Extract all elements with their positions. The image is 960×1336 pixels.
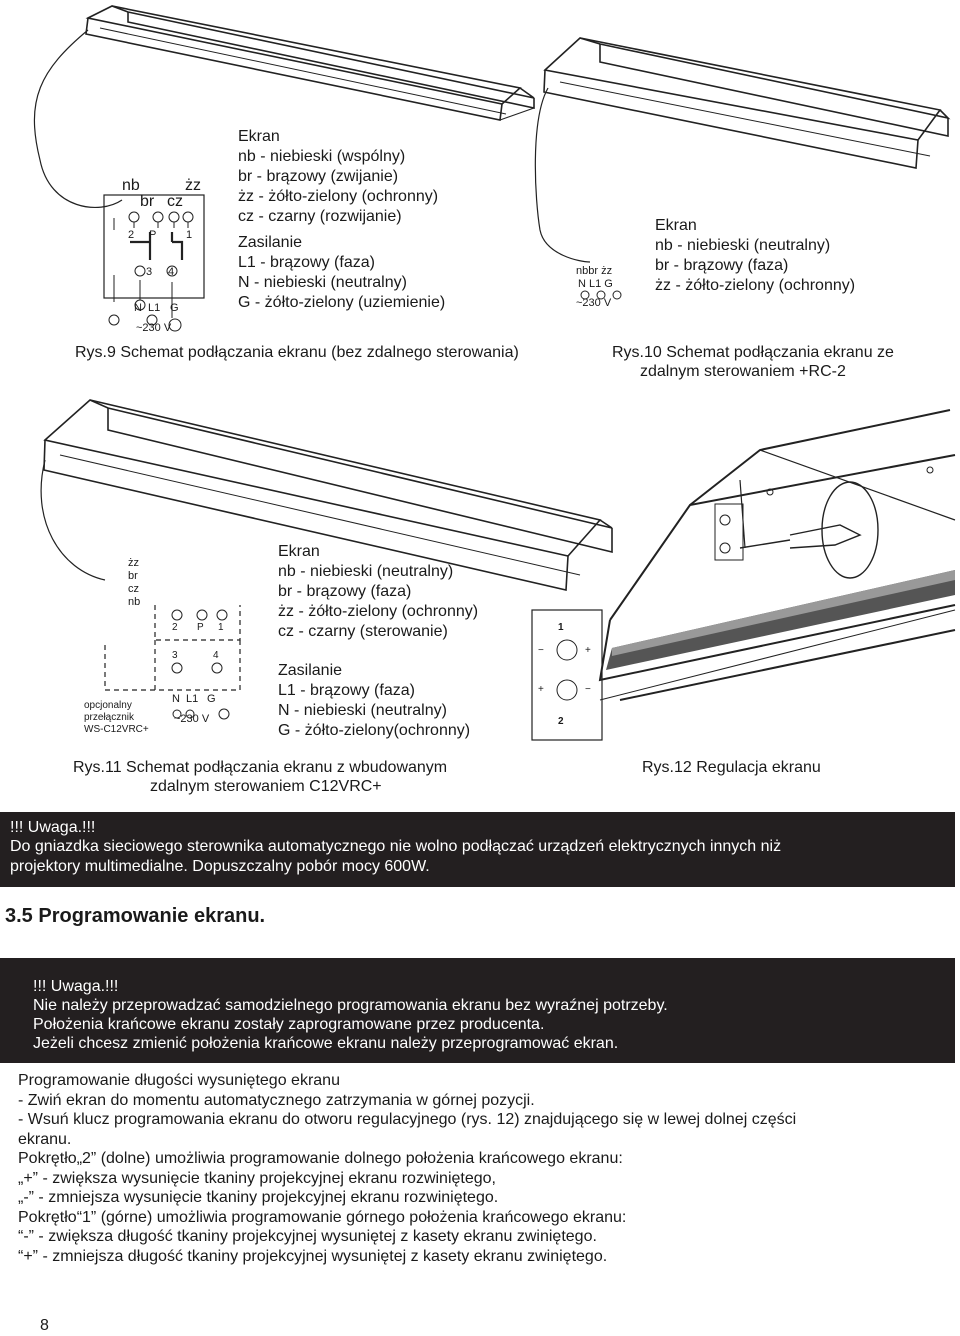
legend-line: N - niebieski (neutralny) xyxy=(278,702,447,719)
fig11-terminal-3: 3 xyxy=(172,650,178,661)
fig9-terminal-4: 4 xyxy=(168,266,175,278)
warning-title: !!! Uwaga.!!! xyxy=(33,978,119,995)
knob-2-minus: − xyxy=(585,684,591,695)
fig9-legend xyxy=(238,127,445,313)
fig11-voltage: ~230 V xyxy=(174,713,210,725)
fig11-caption-line2: zdalnym sterowaniem C12VRC+ xyxy=(150,778,382,795)
warning-line: Położenia krańcowe ekranu zostały zaprogramowane przez producenta. xyxy=(33,1016,545,1033)
wire-label: nb xyxy=(128,596,141,608)
fig10-voltage: ~230 V xyxy=(576,297,612,309)
warning-box-power xyxy=(0,812,955,887)
section-title: 3.5 Programowanie ekranu. xyxy=(5,905,266,927)
fig9-terminal-g: G xyxy=(170,302,179,314)
legend-line: G - żółto-zielony(ochronny) xyxy=(278,722,471,739)
knob-1-label: 1 xyxy=(558,622,564,633)
wire-label: br xyxy=(128,570,138,582)
fig9-terminal-2: 2 xyxy=(128,229,135,241)
fig11-terminal-1: 1 xyxy=(218,622,224,633)
fig12-caption: Rys.12 Regulacja ekranu xyxy=(642,759,821,776)
fig9-screen-housing xyxy=(86,6,534,120)
knob-2-label: 2 xyxy=(558,716,564,727)
body-line: Programowanie długości wysuniętego ekranu xyxy=(18,1072,340,1089)
legend-line: Ekran xyxy=(278,543,320,560)
legend-line: Zasilanie xyxy=(278,662,343,679)
wire-label: cz xyxy=(128,583,139,595)
body-line: - Wsuń klucz programowania ekranu do otworu regulacyjnego (rys. 12) znajdującego się w lewej dolnej części xyxy=(18,1111,797,1128)
body-line: Pokrętło“1” (górne) umożliwia programowanie górnego położenia krańcowego ekranu: xyxy=(18,1208,627,1226)
body-line: „+” - zwiększa wysunięcie tkaniny projekcyjnej ekranu rozwiniętego, xyxy=(18,1169,496,1187)
fig9-wire-zz: żz xyxy=(185,177,201,194)
legend-line: N - niebieski (neutralny) xyxy=(238,274,407,291)
warning-line: Nie należy przeprowadzać samodzielnego programowania ekranu bez wyraźnej potrzeby. xyxy=(33,997,668,1014)
legend-line: cz - czarny (sterowanie) xyxy=(278,623,448,640)
body-line: ekranu. xyxy=(18,1130,72,1148)
programming-instructions xyxy=(18,1071,796,1266)
legend-line: L1 - brązowy (faza) xyxy=(278,682,415,699)
knob-2-plus: + xyxy=(538,684,544,695)
switch-label-line: WS-C12VRC+ xyxy=(84,724,149,735)
legend-line: nb - niebieski (wspólny) xyxy=(238,148,406,165)
legend-line: br - brązowy (faza) xyxy=(655,257,789,274)
fig9-caption: Rys.9 Schemat podłączania ekranu (bez zdalnego sterowania) xyxy=(75,344,519,361)
legend-line: G - żółto-zielony (uziemienie) xyxy=(238,294,446,311)
page-number: 8 xyxy=(40,1317,49,1334)
body-line: Pokrętło„2” (dolne) umożliwia programowanie dolnego położenia krańcowego ekranu: xyxy=(18,1150,623,1167)
wire-label: żz xyxy=(128,557,139,569)
fig9-voltage: ~230 V xyxy=(136,322,172,334)
fig11-terminal-g: G xyxy=(207,693,216,705)
fig11-terminal-n: N xyxy=(172,693,180,705)
fig11-wires xyxy=(128,557,140,609)
fig9-wire-br: br xyxy=(140,193,155,210)
fig9-terminal-l1: L1 xyxy=(148,302,161,314)
legend-line: Ekran xyxy=(238,128,280,145)
body-line: „-” - zmniejsza wysunięcie tkaniny projekcyjnej ekranu rozwiniętego. xyxy=(18,1189,499,1206)
fig9-terminal-1: 1 xyxy=(186,229,193,241)
fig11-terminal-l1: L1 xyxy=(186,693,199,705)
legend-line: br - brązowy (faza) xyxy=(278,583,412,600)
fig11-terminal-2: 2 xyxy=(172,622,178,633)
warning-line: projektory multimedialne. Dopuszczalny pobór mocy 600W. xyxy=(10,858,430,875)
fig9-terminal-n: N xyxy=(134,302,142,314)
switch-label-line: opcjonalny xyxy=(84,700,132,711)
fig9-terminal-p: P xyxy=(149,229,157,241)
knob-1-plus: + xyxy=(585,645,591,656)
legend-line: Zasilanie xyxy=(238,234,303,251)
body-line: “+” - zmniejsza długość tkaniny projekcyjnej wysuniętej z kasety ekranu zwiniętego. xyxy=(18,1247,608,1265)
legend-line: żz - żółto-zielony (ochronny) xyxy=(278,603,479,620)
fig10-screen-housing xyxy=(544,38,948,168)
knob-1-minus: − xyxy=(538,645,544,656)
fig9-terminal-3: 3 xyxy=(146,266,153,278)
legend-line: nb - niebieski (neutralny) xyxy=(655,237,831,254)
legend-line: nb - niebieski (neutralny) xyxy=(278,563,454,580)
body-line: “-” - zwiększa długość tkaniny projekcyjnej wysuniętej z kasety ekranu zwiniętego. xyxy=(18,1228,597,1245)
fig9-wire-nb: nb xyxy=(122,177,140,194)
warning-box-programming xyxy=(0,958,955,1063)
fig10-caption-line2: zdalnym sterowaniem +RC-2 xyxy=(640,363,846,380)
fig10-terminals: N L1 G xyxy=(578,278,613,290)
fig11-terminal-p: P xyxy=(197,622,204,633)
fig11-switch-label xyxy=(84,700,149,736)
fig11-terminal-4: 4 xyxy=(213,650,219,661)
legend-line: L1 - brązowy (faza) xyxy=(238,254,375,271)
fig10-caption-line1: Rys.10 Schemat podłączania ekranu ze xyxy=(612,344,894,361)
warning-title: !!! Uwaga.!!! xyxy=(10,819,96,836)
legend-line: żz - żółto-zielony (ochronny) xyxy=(238,188,439,205)
fig11-caption-line1: Rys.11 Schemat podłączania ekranu z wbudowanym xyxy=(73,759,448,776)
switch-label-line: przełącznik xyxy=(84,712,135,723)
legend-line: żz - żółto-zielony (ochronny) xyxy=(655,277,856,294)
warning-line: Jeżeli chcesz zmienić położenia krańcowe ekranu należy przeprogramować ekran. xyxy=(33,1035,619,1052)
fig9-wire-cz: cz xyxy=(167,193,183,210)
legend-line: cz - czarny (rozwijanie) xyxy=(238,208,402,225)
fig10-wires: nbbr żz xyxy=(576,265,613,277)
legend-line: Ekran xyxy=(655,217,697,234)
warning-line: Do gniazdka sieciowego sterownika automatycznego nie wolno podłączać urządzeń elektrycznych innych niż xyxy=(10,838,782,855)
fig10-legend xyxy=(655,216,855,296)
body-line: - Zwiń ekran do momentu automatycznego zatrzymania w górnej pozycji. xyxy=(18,1091,535,1109)
fig11-legend xyxy=(278,542,478,741)
legend-line: br - brązowy (zwijanie) xyxy=(238,168,399,185)
